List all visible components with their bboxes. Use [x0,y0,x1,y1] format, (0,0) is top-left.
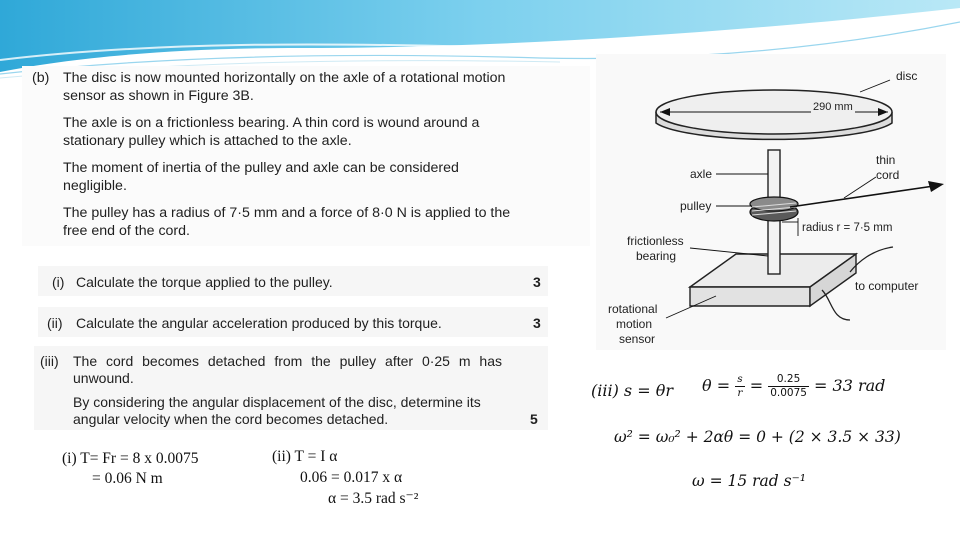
answer-iii-line3: ω = 15 rad s⁻¹ [692,472,806,490]
question-line: The moment of inertia of the pulley and axle can be considered [63,160,459,176]
question-line: The disc is now mounted horizontally on the axle of a rotational motion [63,70,506,86]
cord-arrowhead [928,181,944,192]
label-to-computer: to computer [855,279,919,293]
question-part-label: (b) [32,70,50,86]
label-axle: axle [690,167,713,181]
question-line: stationary pulley which is attached to the axle. [63,133,352,149]
answer-ii-line1: (ii) T = I α [272,448,338,465]
answer-iii-line1a: (iii) s = θr [591,381,673,400]
label-disc: disc [896,69,918,83]
label-sensor-2: motion [616,317,653,331]
label-thin-cord-2: cord [876,168,900,182]
theta-lhs: θ = [702,376,731,395]
cord [790,186,934,207]
answer-i-line1: (i) T= Fr = 8 x 0.0075 [62,450,199,467]
answer-ii-line2: 0.06 = 0.017 x α [300,469,403,486]
subquestion-ii-text: Calculate the angular acceleration produced by this torque. [76,315,442,331]
subquestion-iii-marks: 5 [530,411,538,427]
subquestion-iii-line: By considering the angular displacement of the disc, determine its [73,394,481,410]
theta-rhs: = 33 rad [814,376,886,395]
subquestion-ii-marks: 3 [533,315,541,331]
sensor-base-front [690,287,810,306]
subquestion-i-marks: 3 [533,274,541,290]
fraction-s-over-r: $\frac{s}{r}$ [737,373,743,399]
answer-ii-line3: α = 3.5 rad s⁻² [328,490,419,507]
label-bearing-1: frictionless [627,234,684,248]
subquestion-i-label: (i) [52,274,65,290]
answer-iii-line2: ω² = ω₀² + 2αθ = 0 + (2 × 3.5 × 33) [614,428,901,446]
equals-sign: = [749,376,764,395]
label-bearing-2: bearing [636,249,677,263]
question-line: free end of the cord. [63,223,190,239]
subquestion-iii-line: angular velocity when the cord becomes detached. [73,411,389,427]
subquestion-i-text: Calculate the torque applied to the pulley. [76,274,333,290]
label-sensor-3: sensor [619,332,656,346]
label-pulley: pulley [680,199,712,213]
answer-iii-theta-eq [702,373,885,400]
label-sensor-1: rotational [608,302,658,316]
subquestion-iii-label: (iii) [40,353,59,369]
fraction-0.25-over-0.0075: $\frac{0.25}{0.0075}$ [770,373,807,399]
subquestion-iii-line: The cord becomes detached from the pulley after 0·25 m has [73,353,502,369]
question-line: The axle is on a frictionless bearing. A thin cord is wound around a [63,115,480,131]
label-thin-cord-1: thin [876,153,896,167]
subquestion-ii-label: (ii) [47,315,63,331]
question-line: The pulley has a radius of 7·5 mm and a force of 8·0 N is applied to the [63,205,511,221]
subquestion-iii-line: unwound. [73,370,134,386]
answer-i-line2: = 0.06 N m [92,470,163,487]
question-line: negligible. [63,178,127,194]
label-radius: radius r = 7·5 mm [802,222,893,234]
question-line: sensor as shown in Figure 3B. [63,88,254,104]
label-diameter: 290 mm [813,101,853,113]
